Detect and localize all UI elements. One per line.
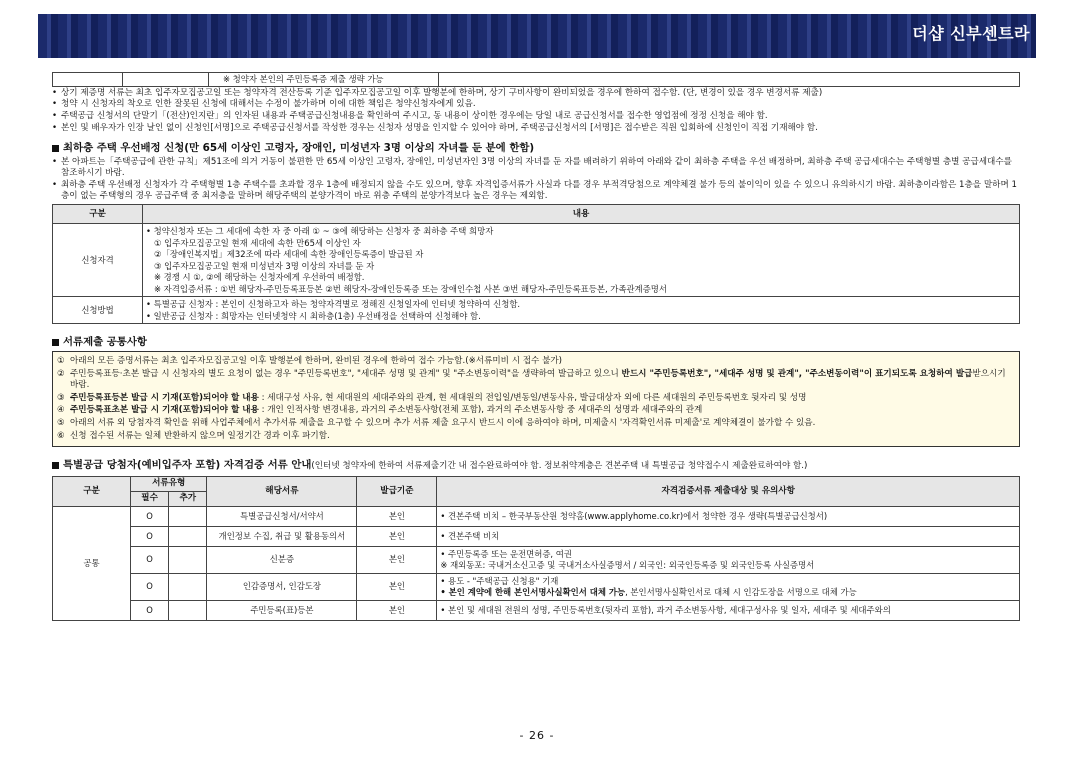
spec-header-category: 구분 <box>53 476 131 506</box>
spec-notes: • 견본주택 비치 <box>437 526 1020 546</box>
pref-header-content: 내용 <box>143 205 1020 224</box>
spec-additional-mark <box>169 526 207 546</box>
spec-header-required: 필수 <box>131 491 169 506</box>
pref-row-content: • 특별공급 신청자 : 본인이 신청하고자 하는 청약자격별로 정해진 신청일자에 인터넷 청약하여 신청함. • 일반공급 신청자 : 희망자는 인터넷청약 시 최하층(1층) 우선배정을 선택하여 신청해야 함. <box>143 297 1020 324</box>
spec-required-mark: O <box>131 573 169 600</box>
docs-item: ③ 주민등록표등본 발급 시 기재(포함)되어야 할 내용 : 세대구성 사유, 현 세대원의 세대주와의 관계, 현 세대원의 전입일/변동일/변동사유, 발급대상자 외에 다른 세대원의 주민등록번호 뒷자리 및 성명 <box>57 392 807 403</box>
spec-issuer: 본인 <box>357 546 437 573</box>
intro-bullets <box>52 88 1020 134</box>
spec-header-doc-type: 서류유형 <box>131 476 207 491</box>
table-row <box>53 546 1020 573</box>
pref-bullet: • 최하층 주택 우선배정 신청자가 각 주택형별 1층 주택수를 초과할 경우 1층에 배정되지 않을 수도 있으며, 향후 자격입증서류가 사실과 다를 경우 부적격당첨으로 계약체결 불가 등의 불이익이 있을 수 있으니 유의하시기 바람. 최하층이라함은 1층을 말하며 1층이 없는 주택형의 경우 공급주택 중 최저층을 말하며 해당주택의 분양가격이 바로 위층 주택의 분양가격보다 높은 경우는 제외함. <box>52 180 1020 201</box>
table-row <box>53 600 1020 620</box>
spec-document: 인감증명서, 인감도장 <box>207 573 357 600</box>
pref-section-title: 최하층 주택 우선배정 신청(만 65세 이상인 고령자, 장애인, 미성년자 3명 이상의 자녀를 둔 분에 한함) <box>52 142 1020 155</box>
spec-issuer: 본인 <box>357 526 437 546</box>
spec-required-mark: O <box>131 526 169 546</box>
spec-issuer: 본인 <box>357 573 437 600</box>
table-row <box>53 297 1020 324</box>
top-strip-empty <box>123 73 209 87</box>
docs-section-title: 서류제출 공통사항 <box>52 336 1020 349</box>
intro-bullet: • 주택공급 신청서의 단말기「(전산)인지란」의 인자된 내용과 주택공급신청내용을 확인하여 주시고, 동 내용이 상이한 경우에는 당일 내로 공급신청서를 접수한 영업점에 정정 신청을 해야 함. <box>52 111 1020 122</box>
spec-document: 신분증 <box>207 546 357 573</box>
top-strip-empty <box>439 73 1020 87</box>
spec-document: 개인정보 수집, 취급 및 활용동의서 <box>207 526 357 546</box>
pref-row-content: • 청약신청자 또는 그 세대에 속한 자 중 아래 ① ~ ③에 해당하는 신청자 중 최하층 주택 희망자 ① 입주자모집공고일 현재 세대에 속한 만65세 이상인 자 ②「장애인복지법」제32조에 따라 세대에 속한 장애인등록증이 발급된 자 ③ 입주자모집공고일 현재 미성년자 3명 이상의 자녀를 둔 자 ※ 경쟁 시 ①, ②에 해당하는 신청자에게 우선하여 배정함. ※ 자격입증서류 : ①번 해당자-주민등록표등본 ②번 해당자-장애인등록증 또는 장애인수첩 사본 ③번 해당자-주민등록표등본, 가족관계증명서 <box>143 224 1020 297</box>
spec-issuer: 본인 <box>357 506 437 526</box>
spec-issuer: 본인 <box>357 600 437 620</box>
docs-item: ② 주민등록표등·초본 발급 시 신청자의 별도 요청이 없는 경우 "주민등록번호", "세대주 성명 및 관계" 및 "주소변동이력"을 생략하여 발급하고 있으니 반드시 "주민등록번호", "세대주 성명 및 관계", "주소변동이력"이 표기되도록 요청하여 발급받으시기 바람. <box>57 369 1006 390</box>
spec-document: 주민등록(표)등본 <box>207 600 357 620</box>
spec-notes: • 주민등록증 또는 운전면허증, 여권 ※ 재외동포: 국내거소신고증 및 국내거소사실증명서 / 외국인: 외국인등록증 및 외국인등록 사실증명서 <box>437 546 1020 573</box>
table-row <box>53 224 1020 297</box>
spec-additional-mark <box>169 546 207 573</box>
docs-item: ① 아래의 모든 증명서류는 최초 입주자모집공고일 이후 발행분에 한하며, 완비된 경우에 한하여 접수 가능함.(※서류미비 시 접수 불가) <box>57 356 563 367</box>
pref-row-label: 신청방법 <box>53 297 143 324</box>
docs-item: ④ 주민등록표초본 발급 시 기재(포함)되어야 할 내용 : 개인 인적사항 변경내용, 과거의 주소변동사항(전체 포함), 과거의 주소변동사항 중 세대주의 성명과 세대주와의 관계 <box>57 405 703 416</box>
pref-header-category: 구분 <box>53 205 143 224</box>
table-row <box>53 573 1020 600</box>
spec-notes: • 본인 및 세대원 전원의 성명, 주민등록번호(뒷자리 포함), 과거 주소변동사항, 세대구성사유 및 일자, 세대주 및 세대주와의 <box>437 600 1020 620</box>
intro-bullet: • 청약 시 신청자의 착오로 인한 잘못된 신청에 대해서는 수정이 불가하며 이에 대한 책임은 청약신청자에게 있음. <box>52 99 1020 110</box>
spec-additional-mark <box>169 573 207 600</box>
table-row <box>53 506 1020 526</box>
page-content <box>52 72 1020 621</box>
top-strip-empty <box>53 73 123 87</box>
docs-notice-box <box>52 351 1020 446</box>
brand-title: 더샵 신부센트라 <box>912 24 1030 43</box>
spec-header-notes: 자격검증서류 제출대상 및 유의사항 <box>437 476 1020 506</box>
spec-required-mark: O <box>131 546 169 573</box>
pref-bullet: • 본 아파트는「주택공급에 관한 규칙」제51조에 의거 거동이 불편한 만 65세 이상인 고령자, 장애인, 미성년자인 3명 이상의 자녀를 둔 자를 배려하기 위하여 아래와 같이 최하층 주택을 우선 배정하며, 최하층 주택 공급세대수는 주택형별 층별 공급세대수를 참조하시기 바람. <box>52 157 1020 178</box>
header-banner <box>38 14 1036 58</box>
page-number: - 26 - <box>519 729 555 742</box>
pref-table <box>52 204 1020 324</box>
top-strip-note: ※ 청약자 본인의 주민등록증 제출 생략 가능 <box>209 73 439 87</box>
spec-header-issuer: 발급기준 <box>357 476 437 506</box>
intro-bullet: • 상기 제증명 서류는 최초 입주자모집공고일 또는 청약자격 전산등록 기준 입주자모집공고일 이후 발행분에 한하며, 상기 구비사항이 완비되었을 경우에 한하여 접수함. (단, 변경이 있을 경우 변경서류 제출) <box>52 88 1020 99</box>
special-section-title: 특별공급 당첨자(예비입주자 포함) 자격검증 서류 안내(인터넷 청약자에 한하여 서류제출기간 내 접수완료하여야 함. 정보취약계층은 견본주택 내 특별공급 청약접수시 제출완료하여야 함.) <box>52 459 1020 472</box>
spec-additional-mark <box>169 506 207 526</box>
spec-notes: • 견본주택 비치 – 한국부동산원 청약홈(www.applyhome.co.kr)에서 청약한 경우 생략(특별공급신청서) <box>437 506 1020 526</box>
intro-bullet: • 본인 및 배우자가 인장 날인 없이 신청인[서명]으로 주택공급신청서를 작성한 경우는 신청자 성명을 인지할 수 있어야 하며, 주택공급신청서의 [서명]은 접수받은 직원 입회하에 신청인이 직접 기재해야 함. <box>52 123 1020 134</box>
spec-notes: • 용도 - "주택공급 신청용" 기재 • 본인 계약에 한해 본인서명사실확인서 대체 가능, 본인서명사실확인서로 대체 시 인감도장을 서명으로 대체 가능 <box>437 573 1020 600</box>
docs-item: ⑤ 아래의 서류 외 당첨자격 확인을 위해 사업주체에서 추가서류 제출을 요구할 수 있으며 추가 서류 제출 요구시 반드시 이에 응하여야 하며, 미제출시 '자격확인서류 미제출'로 계약체결이 불가할 수 있음. <box>57 418 816 429</box>
top-strip-table <box>52 72 1020 87</box>
spec-document: 특별공급신청서/서약서 <box>207 506 357 526</box>
special-docs-table <box>52 476 1020 621</box>
pref-row-label: 신청자격 <box>53 224 143 297</box>
spec-header-document: 해당서류 <box>207 476 357 506</box>
spec-required-mark: O <box>131 600 169 620</box>
spec-header-additional: 추가 <box>169 491 207 506</box>
spec-required-mark: O <box>131 506 169 526</box>
spec-group-label: 공통 <box>53 506 131 620</box>
docs-item: ⑥ 신청 접수된 서류는 일체 반환하지 않으며 일정기간 경과 이후 파기함. <box>57 430 330 441</box>
spec-additional-mark <box>169 600 207 620</box>
table-row <box>53 526 1020 546</box>
